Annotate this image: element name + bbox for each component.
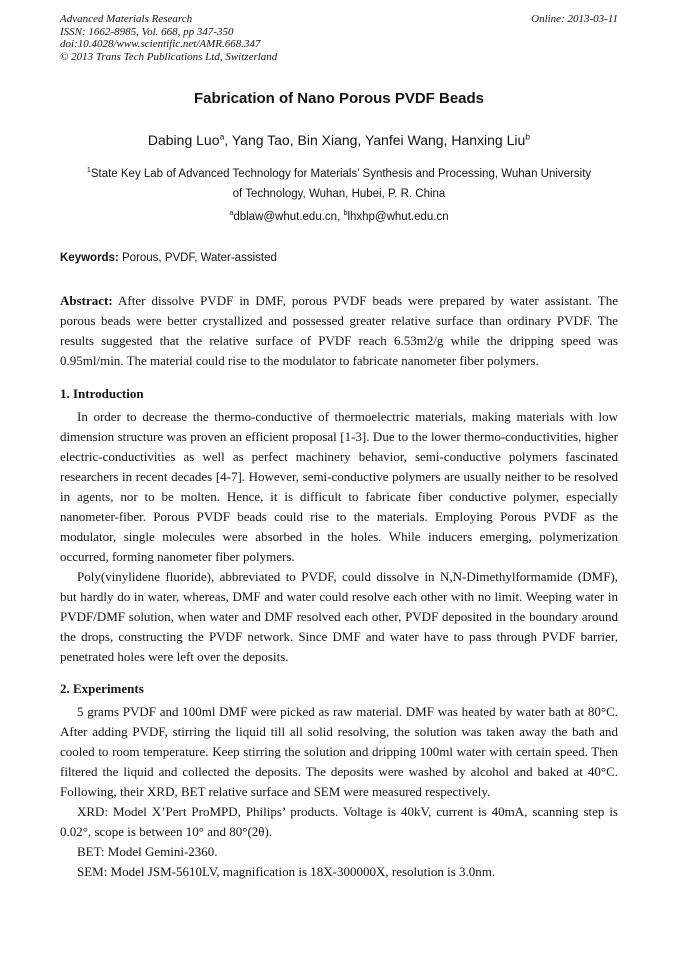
author-list xyxy=(60,131,618,150)
affiliation-line2: of Technology, Wuhan, Hubei, P. R. China xyxy=(232,188,446,200)
author-emails xyxy=(60,210,618,225)
paragraph: In order to decrease the thermo-conductive of thermoelectric materials, making materials with low dimension structure was proven an efficient proposal [1-3]. Due to the lower thermo-conductivities, higher electric-conductivities as well as perfect machinery behavior, semi-conductive polymers fascinated researchers in recent decades [4-7]. However, semi-conductive polymers are usually neither to be resolved in agents, nor to be molten. Hence, it is difficult to fabricate fiber conductive polymer, especially nanometer-fiber. Porous PVDF beads could rise to the materials. Employing Porous PVDF as the modulator, single molecules were absorbed in the holes. While inducers emerging, polymerization occurred, forming nanometer fiber polymers. xyxy=(60,409,618,564)
affiliation-mark: 1 xyxy=(86,166,91,175)
paragraph-xrd: XRD: Model X’Pert ProMPD, Philips’ products. Voltage is 40kV, current is 40mA, scanning step is 0.02°, scope is between 10° and 80°(2θ). xyxy=(60,804,618,839)
journal-issn-volume: ISSN: 1662-8985, Vol. 668, pp 347-350 xyxy=(60,25,234,38)
journal-name: Advanced Materials Research xyxy=(60,13,193,25)
keywords-line xyxy=(60,251,618,266)
journal-doi: doi:10.4028/www.scientific.net/AMR.668.347 xyxy=(60,38,261,50)
email-b: lhxhp@whut.edu.cn xyxy=(347,211,449,223)
paragraph: 5 grams PVDF and 100ml DMF were picked as raw material. DMF was heated by water bath at 80°C. After adding PVDF, stirring the liquid till all solid resolving, the solution was taken away the bath and cooled to room temperature. Keep stirring the solution and dripping 100ml water with certain speed. Then filtered the liquid and collected the deposits. The deposits were washed by alcohol and baked at 40°C. Following, their XRD, BET relative surface and SEM were measured respectively. xyxy=(60,704,618,799)
keywords-label: Keywords: xyxy=(60,252,119,264)
paragraph: Poly(vinylidene fluoride), abbreviated to PVDF, could dissolve in N,N-Dimethylformamide (DMF), but hardly do in water, whereas, DMF and water could resolve each other with no limit. Weeping water in PVDF/DMF solution, when water and DMF resolved each other, PVDF deposited in the boundary around the drops, constructing the PVDF network. Since DMF and water have to pass through PVDF barrier, penetrated holes were left over the deposits. xyxy=(60,569,618,664)
email-mark-a: a xyxy=(229,209,234,218)
section-heading-introduction: 1. Introduction xyxy=(60,386,144,401)
journal-header xyxy=(60,13,618,63)
journal-info-block xyxy=(60,13,277,63)
paper-title: Fabrication of Nano Porous PVDF Beads xyxy=(193,90,485,107)
abstract xyxy=(60,291,618,371)
email-a: dblaw@whut.edu.cn, xyxy=(233,211,341,223)
author-affiliation-mark: b xyxy=(525,131,531,142)
section-heading-experiments: 2. Experiments xyxy=(60,681,144,696)
email-mark-b: b xyxy=(343,209,348,218)
online-date: Online: 2013-03-11 xyxy=(531,13,618,25)
affiliation-line1: State Key Lab of Advanced Technology for Materials’ Synthesis and Processing, Wuhan University xyxy=(90,168,592,180)
author-name: Dabing Luo xyxy=(147,132,220,148)
author-names-rest: , Yang Tao, Bin Xiang, Yanfei Wang, Hanxing Liu xyxy=(224,132,526,148)
paragraph-sem: SEM: Model JSM-5610LV, magnification is 18X-300000X, resolution is 3.0nm. xyxy=(77,864,496,879)
author-affiliation-mark: a xyxy=(219,131,225,142)
keywords-text: Porous, PVDF, Water-assisted xyxy=(122,252,277,264)
journal-copyright: © 2013 Trans Tech Publications Ltd, Switzerland xyxy=(60,50,278,63)
abstract-label: Abstract: xyxy=(60,293,113,308)
paragraph-bet: BET: Model Gemini-2360. xyxy=(77,844,218,859)
affiliation xyxy=(60,164,618,204)
abstract-text: After dissolve PVDF in DMF, porous PVDF beads were prepared by water assistant. The porous beads were better crystallized and possessed greater relative surface than ordinary PVDF. The results suggested that the relative surface of PVDF reach 6.53m2/g while the dripping speed was 0.95ml/min. The material could rise to the modulator to fabricate nanometer fiber polymers. xyxy=(60,293,618,368)
